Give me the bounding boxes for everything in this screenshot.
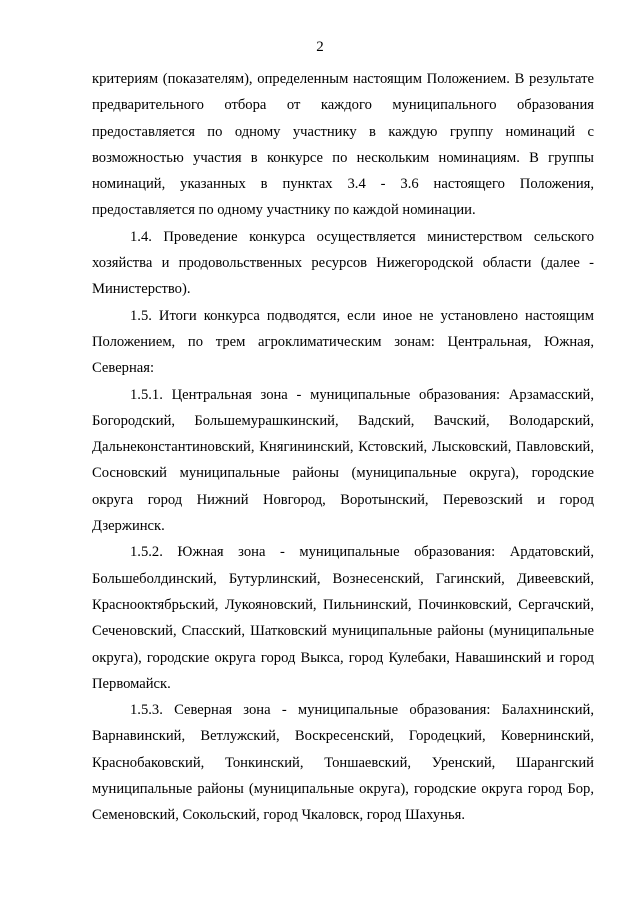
paragraph-1-5: 1.5. Итоги конкурса подводятся, если иное не установлено настоящим Положением, по трем агроклиматическим зонам: Центральная, Южная, Северная: xyxy=(92,307,594,377)
paragraph-1-5-3: 1.5.3. Северная зона - муниципальные образования: Балахнинский, Варнавинский, Ветлужский, Воскресенский, Городецкий, Ковернинский, Краснобаковский, Тонкинский, Тоншаевский, Уренский, Шарангский муниципальные районы (муниципальные округа), городские округа город Бор, Семеновский, Сокольский, город Чкаловск, город Шахунья. xyxy=(92,702,594,824)
paragraph-1-4: 1.4. Проведение конкурса осуществляется министерством сельского хозяйства и продовольственных ресурсов Нижегородской области (далее - Министерство). xyxy=(92,228,594,298)
page-number: 2 xyxy=(316,39,324,55)
paragraph-1-5-1: 1.5.1. Центральная зона - муниципальные образования: Арзамасский, Богородский, Большемурашкинский, Вадский, Вачский, Володарский, Дальнеконстантиновский, Княгининский, Кстовский, Лысковский, Павловский, Сосновский муниципальные районы (муниципальные округа), городские округа город Нижний Новгород, Воротынский, Перевозский и город Дзержинск. xyxy=(92,386,594,535)
document-body xyxy=(92,66,594,829)
paragraph-continuation: критериям (показателям), определенным настоящим Положением. В результате предварительного отбора от каждого муниципального образования предоставляется по одному участнику в каждую группу номинаций с возможностью участия в конкурсе по нескольким номинациям. В группы номинаций, указанных в пунктах 3.4 - 3.6 настоящего Положения, предоставляется по одному участнику по каждой номинации. xyxy=(92,71,594,219)
paragraph-1-5-2: 1.5.2. Южная зона - муниципальные образования: Ардатовский, Большеболдинский, Бутурлинский, Вознесенский, Гагинский, Дивеевский, Краснооктябрьский, Лукояновский, Пильнинский, Починковский, Сергачский, Сеченовский, Спасский, Шатковский муниципальные районы (муниципальные округа), городские округа город Выкса, город Кулебаки, Навашинский и город Первомайск. xyxy=(92,544,594,692)
